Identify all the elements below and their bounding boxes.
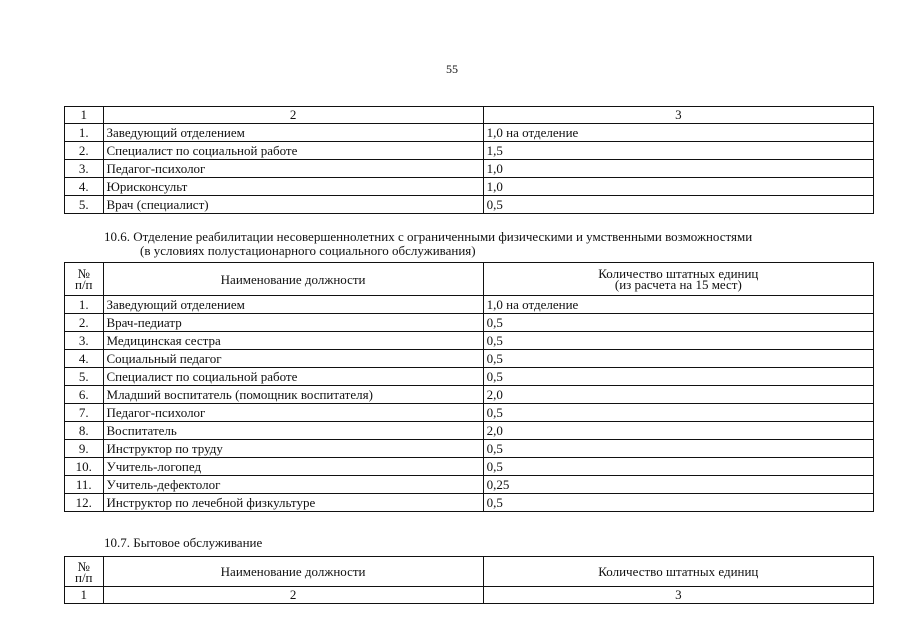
staff-count: 1,0 на отделение [483, 296, 873, 314]
row-number: 11. [65, 476, 104, 494]
staff-count: 1,5 [483, 142, 873, 160]
position-name: Инструктор по лечебной физкультуре [103, 494, 483, 512]
table-header [65, 263, 874, 296]
table-row [65, 196, 874, 214]
table-row [65, 332, 874, 350]
table-row [65, 124, 874, 142]
position-name: Педагог-психолог [103, 160, 483, 178]
table-row [65, 386, 874, 404]
staff-count: 0,5 [483, 314, 873, 332]
table-row [65, 296, 874, 314]
header-cell: 2 [103, 107, 483, 124]
header-num-symbol: № [77, 558, 90, 574]
position-name: Специалист по социальной работе [103, 142, 483, 160]
row-number: 4. [65, 350, 104, 368]
row-number: 5. [65, 368, 104, 386]
table-row [65, 314, 874, 332]
header-num-abbr: п/п [74, 277, 93, 292]
staff-count: 0,5 [483, 332, 873, 350]
staff-count: 1,0 [483, 178, 873, 196]
position-name: Инструктор по труду [103, 440, 483, 458]
staff-count: 2,0 [483, 386, 873, 404]
staff-count: 0,5 [483, 404, 873, 422]
position-name: Заведующий отделением [103, 124, 483, 142]
section-heading-10-6 [104, 230, 752, 258]
header-qty-line: (из расчета на 15 мест) [614, 277, 742, 292]
section-title-line: 10.7. Бытовое обслуживание [104, 535, 263, 550]
staff-count: 2,0 [483, 422, 873, 440]
position-name: Специалист по социальной работе [103, 368, 483, 386]
position-name: Врач-педиатр [103, 314, 483, 332]
table-row [65, 142, 874, 160]
table-row [65, 160, 874, 178]
row-number: 2. [65, 314, 104, 332]
staff-count: 0,5 [483, 350, 873, 368]
row-number: 7. [65, 404, 104, 422]
staff-count: 0,5 [483, 458, 873, 476]
row-number: 3. [65, 332, 104, 350]
header-cell: 2 [103, 587, 483, 604]
header-cell: 3 [483, 107, 873, 124]
header-num-cell [65, 263, 104, 296]
header-cell: 1 [65, 107, 104, 124]
row-number: 8. [65, 422, 104, 440]
row-number: 2. [65, 142, 104, 160]
row-number: 1. [65, 124, 104, 142]
position-name: Учитель-дефектолог [103, 476, 483, 494]
position-name: Учитель-логопед [103, 458, 483, 476]
table-row [65, 440, 874, 458]
row-number: 1. [65, 296, 104, 314]
table-header [65, 557, 874, 587]
row-number: 5. [65, 196, 104, 214]
position-name: Врач (специалист) [103, 196, 483, 214]
table-header-numbers [65, 587, 874, 604]
staff-table-rehabilitation [64, 262, 874, 512]
staff-count: 0,5 [483, 368, 873, 386]
header-qty-line: Количество штатных единиц [598, 266, 759, 281]
position-name: Педагог-психолог [103, 404, 483, 422]
table-row [65, 422, 874, 440]
position-name: Заведующий отделением [103, 296, 483, 314]
header-qty-cell [483, 263, 873, 296]
position-name: Юрисконсульт [103, 178, 483, 196]
table-row [65, 404, 874, 422]
page-number: 55 [446, 62, 458, 76]
row-number: 10. [65, 458, 104, 476]
table-row [65, 178, 874, 196]
header-num-symbol: № [77, 266, 90, 281]
row-number: 3. [65, 160, 104, 178]
row-number: 12. [65, 494, 104, 512]
staff-count: 0,25 [483, 476, 873, 494]
header-num-cell [65, 557, 104, 587]
position-name: Социальный педагог [103, 350, 483, 368]
row-number: 9. [65, 440, 104, 458]
table-row [65, 368, 874, 386]
header-cell: 1 [65, 587, 104, 604]
header-cell: 3 [483, 587, 873, 604]
position-name: Младший воспитатель (помощник воспитателя) [103, 386, 483, 404]
table-row [65, 494, 874, 512]
table-row [65, 476, 874, 494]
staff-count: 1,0 [483, 160, 873, 178]
header-qty-cell: Количество штатных единиц [483, 557, 873, 587]
table-row [65, 458, 874, 476]
position-name: Медицинская сестра [103, 332, 483, 350]
section-heading-10-7 [104, 536, 262, 550]
row-number: 6. [65, 386, 104, 404]
staff-count: 1,0 на отделение [483, 124, 873, 142]
staff-count: 0,5 [483, 196, 873, 214]
table-header-numbers [65, 107, 874, 124]
table-row [65, 350, 874, 368]
staff-count: 0,5 [483, 440, 873, 458]
section-title-line: (в условиях полустационарного социального обслуживания) [140, 243, 476, 258]
header-num-abbr: п/п [74, 569, 93, 585]
staff-count: 0,5 [483, 494, 873, 512]
staff-table-continued [64, 106, 874, 214]
row-number: 4. [65, 178, 104, 196]
position-name: Воспитатель [103, 422, 483, 440]
section-title-line: 10.6. Отделение реабилитации несовершеннолетних с ограниченными физическими и умственными возможностями [104, 229, 753, 244]
staff-table-household [64, 556, 874, 604]
header-name-cell: Наименование должности [103, 557, 483, 587]
header-name-cell: Наименование должности [103, 263, 483, 296]
